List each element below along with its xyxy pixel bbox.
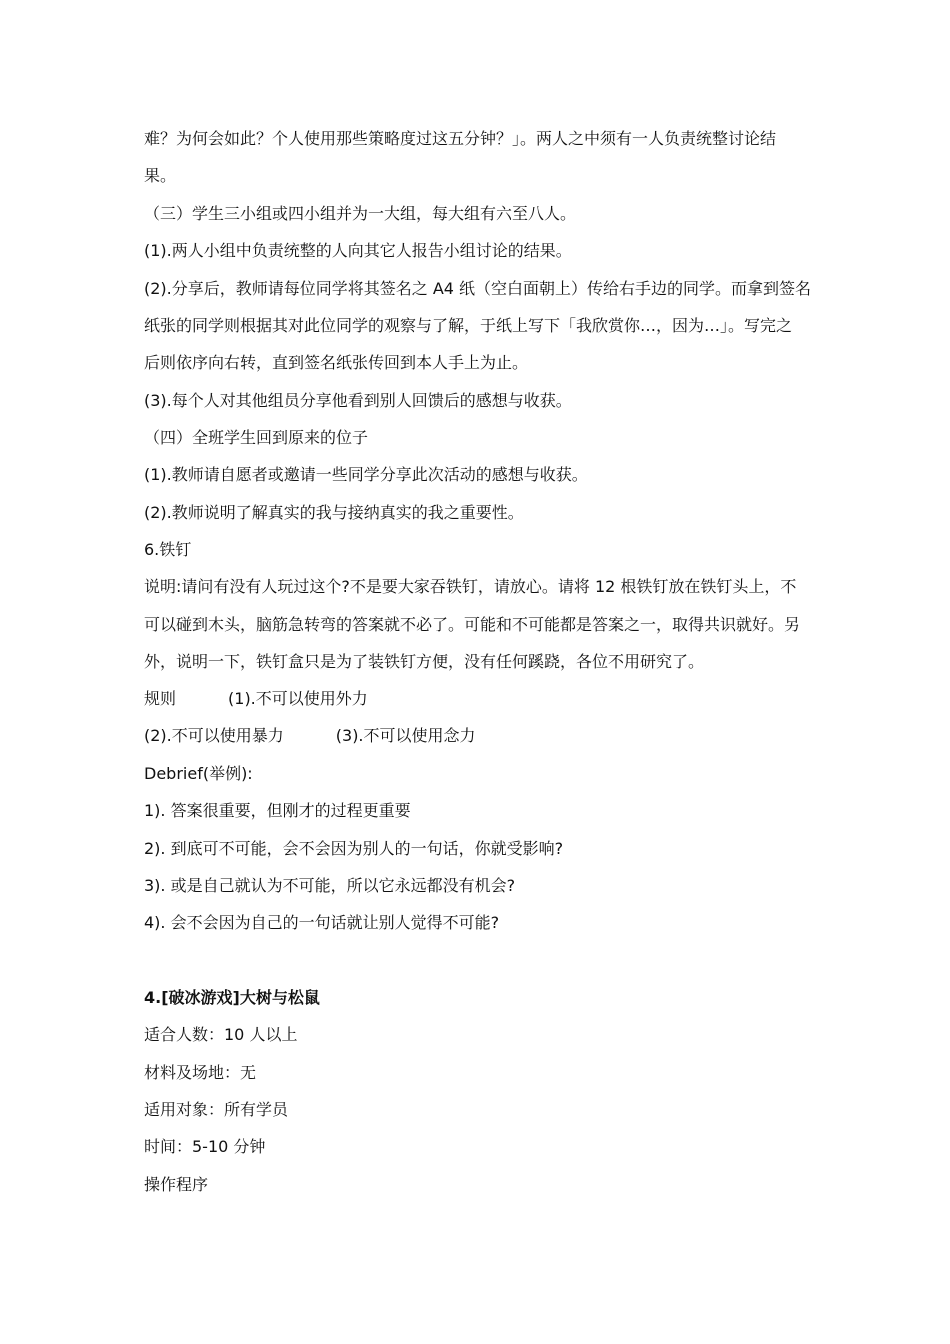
paragraph-line: 可以碰到木头，脑筋急转弯的答案就不必了。可能和不可能都是答案之一，取得共识就好。另 (144, 615, 801, 634)
section-title: 4.[破冰游戏]大树与松鼠 (144, 988, 320, 1007)
debrief-item: 3). 或是自己就认为不可能，所以它永远都没有机会? (144, 876, 516, 895)
subsection-heading: 6.铁钉 (144, 540, 192, 559)
rule-item: (3).不可以使用念力 (335, 726, 476, 745)
debrief-label: Debrief(举例): (144, 764, 253, 783)
debrief-item: 2). 到底可不可能，会不会因为别人的一句话，你就受影响? (144, 839, 564, 858)
document-page (144, 0, 810, 1344)
paragraph-line: 后则依序向右转，直到签名纸张传回到本人手上为止。 (144, 353, 529, 372)
paragraph-line: 果。 (144, 166, 177, 185)
paragraph-line: (1).教师请自愿者或邀请一些同学分享此次活动的感想与收获。 (144, 465, 588, 484)
info-line: 适合人数：10 人以上 (144, 1025, 298, 1044)
paragraph-line: (1).两人小组中负责统整的人向其它人报告小组讨论的结果。 (144, 241, 572, 260)
rules-line-2 (144, 725, 810, 747)
debrief-item: 1). 答案很重要，但刚才的过程更重要 (144, 801, 411, 820)
rules-line-1 (144, 688, 810, 710)
info-line: 适用对象：所有学员 (144, 1100, 289, 1119)
paragraph-line: 难？为何会如此？个人使用那些策略度过这五分钟？」。两人之中须有一人负责统整讨论结 (144, 129, 777, 148)
rule-item: (1).不可以使用外力 (228, 689, 368, 708)
paragraph-line: (3).每个人对其他组员分享他看到别人回馈后的感想与收获。 (144, 391, 572, 410)
rules-label: 规则 (144, 689, 177, 708)
paragraph-line: (2).教师说明了解真实的我与接纳真实的我之重要性。 (144, 503, 524, 522)
paragraph-line: （四）全班学生回到原来的位子 (144, 428, 369, 447)
debrief-item: 4). 会不会因为自己的一句话就让别人觉得不可能? (144, 913, 500, 932)
paragraph-line: 说明:请问有没有人玩过这个?不是要大家吞铁钉，请放心。请将 12 根铁钉放在铁钉头上，不 (144, 577, 797, 596)
info-line: 操作程序 (144, 1175, 209, 1194)
info-line: 材料及场地：无 (144, 1063, 257, 1082)
paragraph-line: 外，说明一下，铁钉盒只是为了装铁钉方便，没有任何蹊跷，各位不用研究了。 (144, 652, 705, 671)
rule-item: (2).不可以使用暴力 (144, 726, 284, 745)
paragraph-line: （三）学生三小组或四小组并为一大组，每大组有六至八人。 (144, 204, 577, 223)
paragraph-line: 纸张的同学则根据其对此位同学的观察与了解，于纸上写下「我欣赏你…，因为…」。写完之 (144, 316, 793, 335)
paragraph-line: (2).分享后，教师请每位同学将其签名之 A4 纸（空白面朝上）传给右手边的同学。而拿到签名 (144, 279, 812, 298)
info-line: 时间：5-10 分钟 (144, 1137, 266, 1156)
